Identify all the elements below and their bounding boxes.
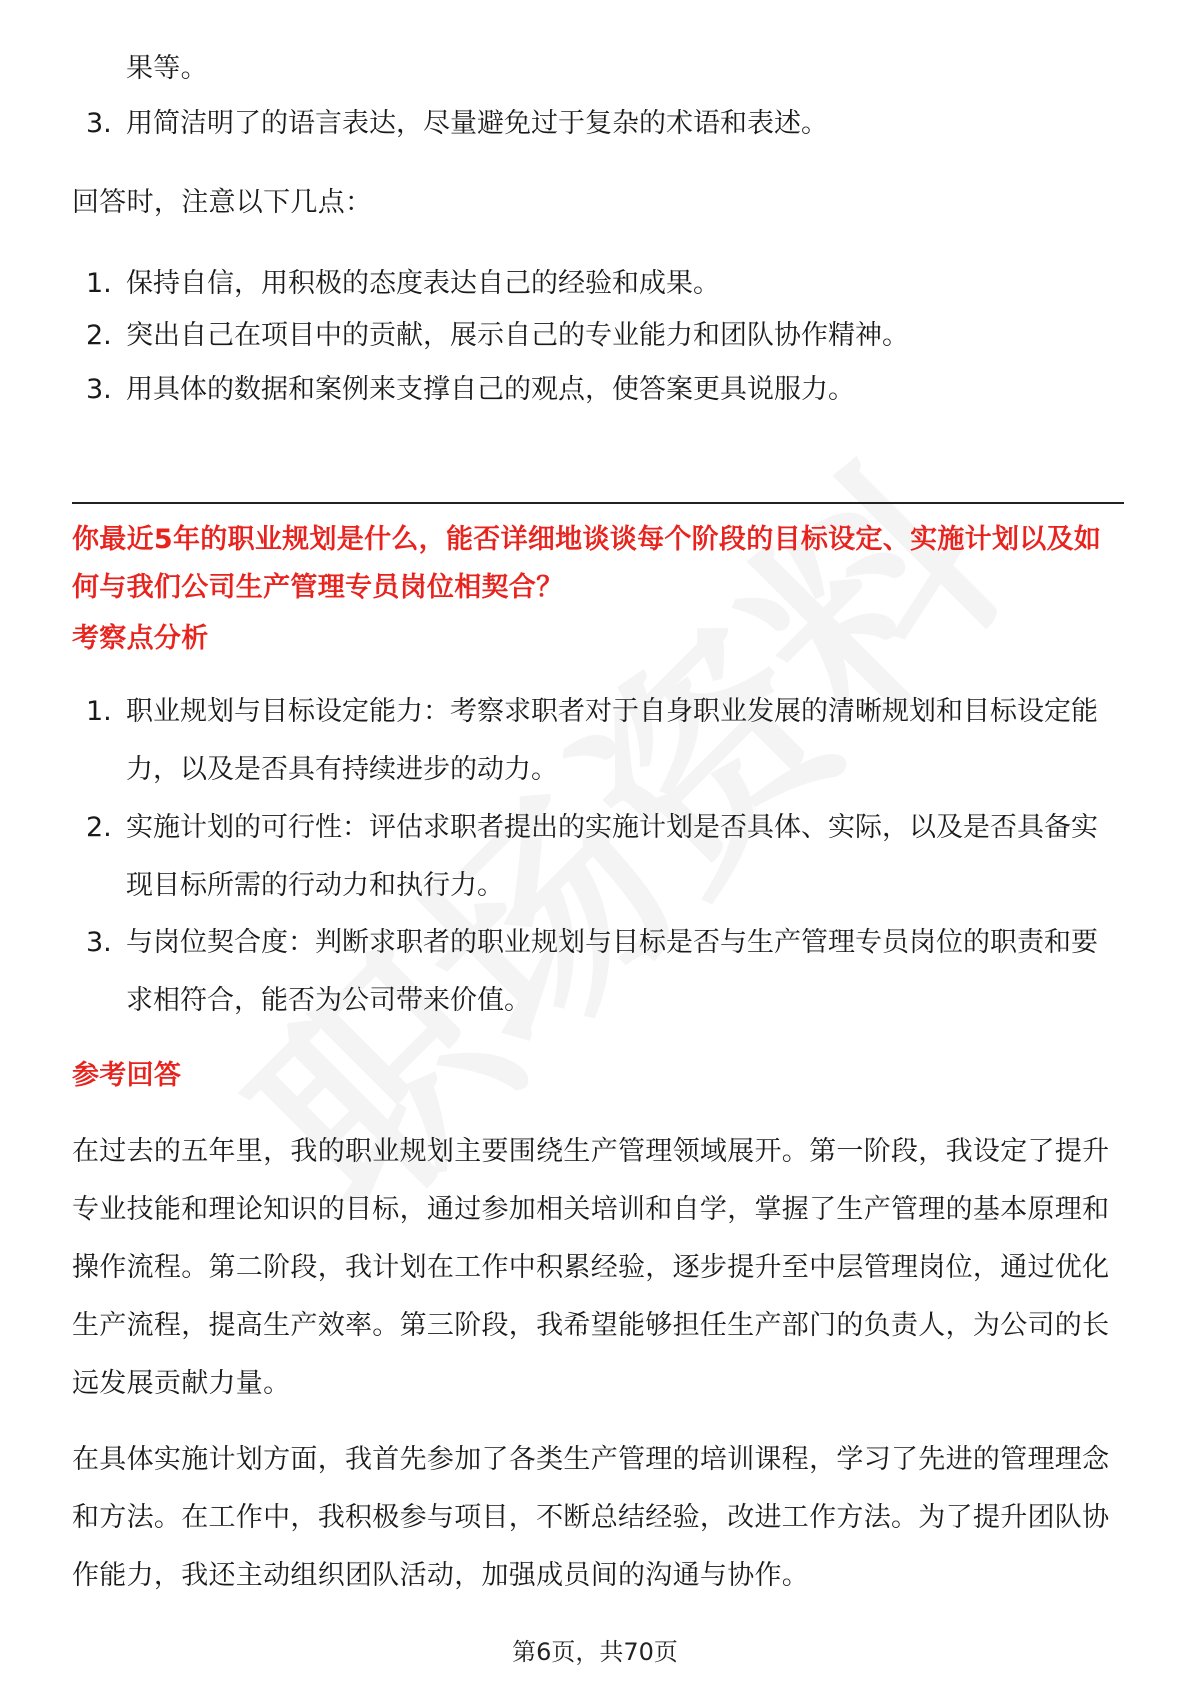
list-item xyxy=(72,95,1122,153)
answer-heading: 参考回答 xyxy=(72,1060,182,1091)
question-heading: 你最近5年的职业规划是什么，能否详细地谈谈每个阶段的目标设定、实施计划以及如何与我们公司生产管理专员岗位相契合？ xyxy=(72,524,1102,603)
list-text: 实施计划的可行性：评估求职者提出的实施计划是否具体、实际，以及是否具备实现目标所需的行动力和执行力。 xyxy=(126,812,1098,901)
list-text: 突出自己在项目中的贡献，展示自己的专业能力和团队协作精神。 xyxy=(126,320,909,351)
list-number: 3. xyxy=(86,927,112,958)
list-number: 1. xyxy=(86,696,112,727)
list-text: 用简洁明了的语言表达，尽量避免过于复杂的术语和表述。 xyxy=(126,108,828,139)
list-number: 2. xyxy=(86,320,112,351)
answer-paragraph: 在过去的五年里，我的职业规划主要围绕生产管理领域展开。第一阶段，我设定了提升专业技能和理论知识的目标，通过参加相关培训和自学，掌握了生产管理的基本原理和操作流程。第二阶段，我计划在工作中积累经验，逐步提升至中层管理岗位，通过优化生产流程，提高生产效率。第三阶段，我希望能够担任生产部门的负责人，为公司的长远发展贡献力量。 xyxy=(72,1136,1110,1399)
list-item xyxy=(72,361,1122,419)
list-item xyxy=(72,799,1122,915)
list-number: 1. xyxy=(86,268,112,299)
page-number: 第6页，共70页 xyxy=(512,1638,678,1666)
tips-intro: 回答时，注意以下几点： xyxy=(72,187,373,218)
list-number: 3. xyxy=(86,374,112,405)
prev-item-tail: 果等。 xyxy=(126,53,208,84)
list-number: 3. xyxy=(86,108,112,139)
list-item xyxy=(72,683,1122,799)
list-number: 2. xyxy=(86,812,112,843)
list-item xyxy=(72,914,1122,1030)
list-text: 保持自信，用积极的态度表达自己的经验和成果。 xyxy=(126,268,720,299)
answer-paragraph: 在具体实施计划方面，我首先参加了各类生产管理的培训课程，学习了先进的管理理念和方法。在工作中，我积极参与项目，不断总结经验，改进工作方法。为了提升团队协作能力，我还主动组织团队活动，加强成员间的沟通与协作。 xyxy=(72,1444,1110,1591)
list-text: 用具体的数据和案例来支撑自己的观点，使答案更具说服力。 xyxy=(126,374,855,405)
list-text: 与岗位契合度：判断求职者的职业规划与目标是否与生产管理专员岗位的职责和要求相符合，能否为公司带来价值。 xyxy=(126,927,1098,1016)
list-text: 职业规划与目标设定能力：考察求职者对于自身职业发展的清晰规划和目标设定能力，以及是否具有持续进步的动力。 xyxy=(126,696,1098,785)
list-item xyxy=(72,255,1122,313)
list-item xyxy=(72,307,1122,365)
section-divider xyxy=(72,502,1124,504)
analysis-heading: 考察点分析 xyxy=(72,623,209,654)
